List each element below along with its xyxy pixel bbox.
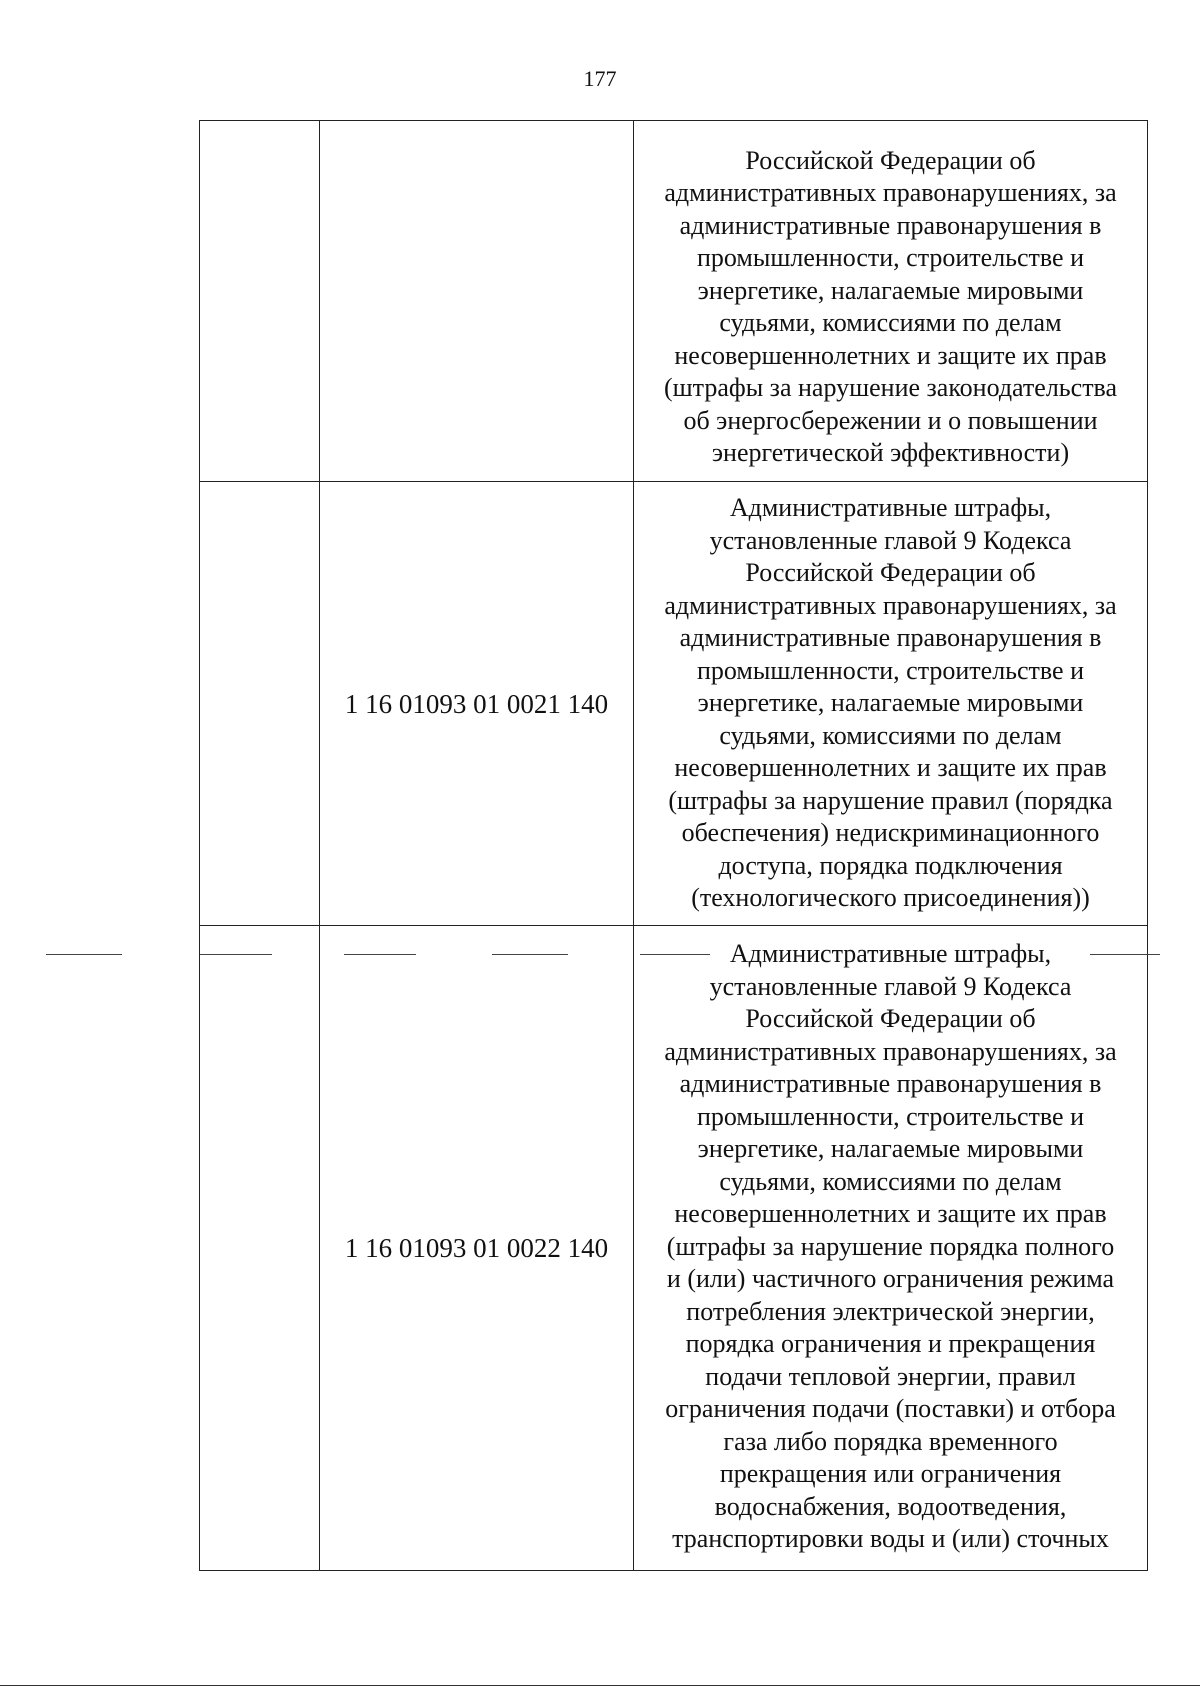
description-cell [634,482,1148,926]
scan-artifact-dash [640,954,710,955]
description-line: несовершеннолетних и защите их прав [674,340,1107,370]
description-line: обеспечения) недискриминационного [681,818,1100,848]
bottom-rule [0,1685,1200,1686]
page-number: 177 [583,66,617,91]
description-line: административных правонарушениях, за [664,178,1117,207]
description-line: и (или) частичного ограничения режима [666,1264,1115,1293]
budget-code-cell [320,121,634,482]
description-line: установленные главой 9 Кодекса [709,525,1072,555]
table-row [200,926,1148,1571]
budget-code-cell: 1 16 01093 01 0022 140 [320,926,634,1571]
description-line: потребления электрической энергии, [686,1296,1095,1326]
description-line: подачи тепловой энергии, правил [705,1361,1076,1391]
description-line: Российской Федерации об [745,1004,1036,1033]
description-line: промышленности, строительстве и [696,243,1085,272]
description-line: (штрафы за нарушение порядка полного [666,1231,1115,1261]
description-line: судьями, комиссиями по делам [719,308,1062,337]
description-line: транспортировки воды и (или) сточных [672,1524,1109,1553]
description-line: энергетике, налагаемые мировыми [697,688,1084,718]
empty-cell [200,482,320,926]
description-line: энергетике, налагаемые мировыми [697,1134,1084,1163]
classification-table [199,120,1148,1571]
description-line: административные правонарушения в [679,210,1102,240]
description-line: энергетической эффективности) [711,438,1070,467]
scan-artifact-dash [200,954,272,955]
description-line: Административные штрафы, [729,939,1052,968]
description-line: ограничения подачи (поставки) и отбора [665,1394,1116,1423]
description-line: об энергосбережении и о повышении [683,405,1098,435]
description-line: (технологического присоединения)) [691,883,1090,913]
description-line: порядка ограничения и прекращения [685,1329,1096,1358]
description-line: установленные главой 9 Кодекса [709,971,1072,1001]
description-line: Административные штрафы, [729,493,1052,523]
description-line: судьями, комиссиями по делам [719,720,1062,750]
empty-cell [200,926,320,1571]
empty-cell [200,121,320,482]
table-row [200,121,1148,482]
description-line: водоснабжения, водоотведения, [714,1491,1067,1521]
description-line: энергетике, налагаемые мировыми [697,275,1084,305]
description-line: прекращения или ограничения [719,1459,1062,1488]
description-line: (штрафы за нарушение законодательства [663,373,1118,402]
description-line: доступа, порядка подключения [718,850,1063,880]
description-line: административных правонарушениях, за [664,590,1117,620]
description-line: промышленности, строительстве и [696,1101,1085,1131]
scan-artifact-dash [344,954,416,955]
description-line: несовершеннолетних и защите их прав [674,753,1107,783]
description-line: Российской Федерации об [745,558,1036,588]
budget-code-cell: 1 16 01093 01 0021 140 [320,482,634,926]
table-row [200,482,1148,926]
description-cell [634,926,1148,1571]
description-line: судьями, комиссиями по делам [719,1166,1062,1196]
scan-artifact-dash [492,954,568,955]
description-line: несовершеннолетних и защите их прав [674,1199,1107,1228]
description-line: Российской Федерации об [745,145,1036,175]
description-line: административные правонарушения в [679,623,1102,653]
description-line: административных правонарушениях, за [664,1036,1117,1066]
scan-artifact-dash [46,954,122,955]
description-cell [634,121,1148,482]
description-line: административные правонарушения в [679,1069,1102,1098]
scan-artifact-dash [1090,954,1160,955]
description-line: (штрафы за нарушение правил (порядка [668,785,1113,815]
description-line: промышленности, строительстве и [696,655,1085,685]
description-line: газа либо порядка временного [723,1426,1058,1456]
